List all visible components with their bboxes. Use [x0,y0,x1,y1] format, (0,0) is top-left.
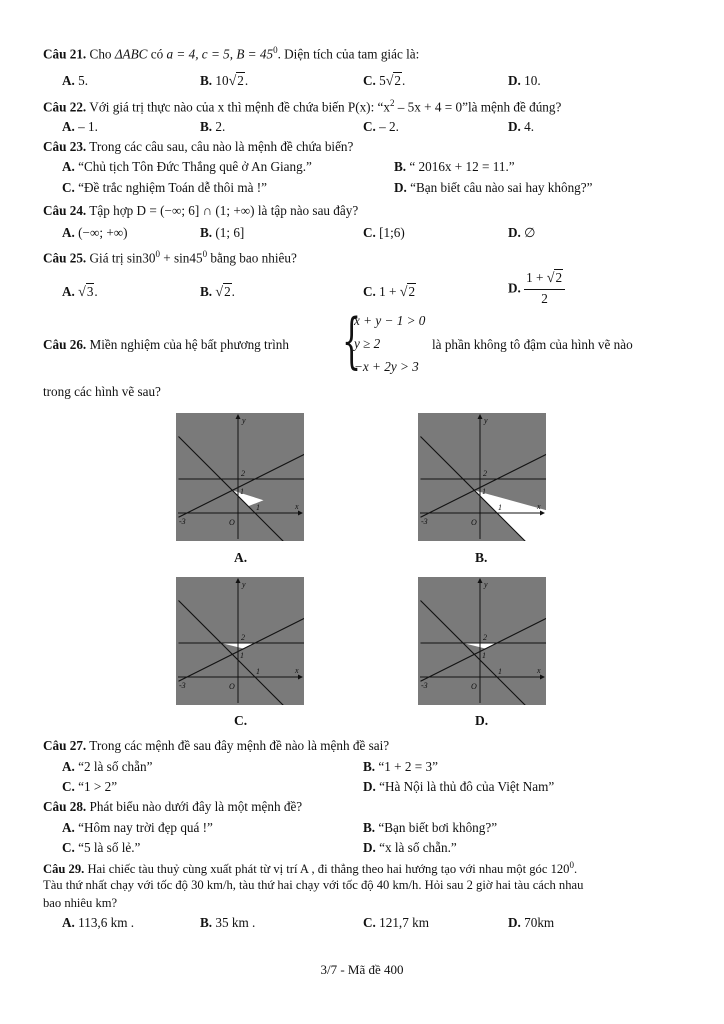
question-text: Tàu thứ nhất chạy với tốc độ 30 km/h, tàu thứ hai chạy với tốc độ 40 km/h. Hỏi sau 2 giờ hai tàu cách nhau [43,878,584,892]
options-28-row1 [62,820,702,838]
shaded-region [176,413,304,541]
question-number: Câu 21. [43,46,87,62]
option-c[interactable]: C. “Đề trắc nghiệm Toán dễ thôi mà !” [62,180,268,195]
option-b[interactable]: B. “Bạn biết bơi không?” [363,820,498,835]
inequality-system [342,306,432,377]
shaded-region [418,577,546,705]
axis-label-y: y [242,416,246,425]
superscript: 2 [389,98,395,108]
figure-d[interactable] [418,577,546,705]
tick-label-x-3: -3 [421,681,428,690]
question-27 [43,738,683,754]
question-29 [43,860,683,877]
tick-label-x1: 1 [256,667,260,676]
question-text: Giá trị sin30 [89,250,156,266]
question-26-cont [432,337,633,353]
option-a[interactable]: A. – 1. [62,119,98,134]
origin-label: O [229,518,235,527]
tick-label-y1: 1 [482,487,486,496]
axis-label-y: y [484,416,488,425]
figure-b-label: B. [475,550,488,565]
tick-label-y2: 2 [483,633,487,642]
options-23-row1 [62,159,702,177]
option-a[interactable]: A. (−∞; +∞) [62,225,128,240]
question-number: Câu 27. [43,738,87,753]
question-text: + sin45 [159,250,203,266]
question-text: Với giá trị thực nào của x thì mệnh đề chứa biến P(x): “x [89,99,390,115]
option-a[interactable]: A. “Chủ tịch Tôn Đức Thắng quê ở An Giang.” [62,159,312,174]
tick-label-y1: 1 [482,651,486,660]
question-number: Câu 22. [43,99,87,115]
figure-d-label: D. [475,713,489,728]
options-23-row2 [62,180,702,198]
option-c[interactable]: C. “5 là số lẻ.” [62,840,141,855]
question-text: Trong các mệnh đề sau đây mệnh đề nào là mệnh đề sai? [89,738,390,753]
option-c[interactable]: C. – 2. [363,119,399,134]
question-text: trong các hình vẽ sau? [43,384,161,399]
option-a[interactable]: A. √3. [62,284,98,300]
tick-label-y1: 1 [240,487,244,496]
option-b[interactable]: B. “ 2016x + 12 = 11.” [394,159,515,174]
question-23 [43,139,683,155]
option-b[interactable]: B. √2. [200,284,235,300]
options-21 [62,73,702,91]
option-a[interactable]: A. “Hôm nay trời đẹp quá !” [62,820,213,835]
tick-label-y1: 1 [240,651,244,660]
question-29-line3 [43,896,683,911]
option-d[interactable]: D. ∅ [508,225,536,240]
page-footer: 3/7 - Mã đề 400 [320,962,404,977]
question-number: Câu 28. [43,799,87,814]
question-text: bao nhiêu km? [43,896,118,910]
option-b[interactable]: B. (1; 6] [200,225,245,240]
inequality-2: y ≥ 2 [354,336,381,351]
superscript: 0 [202,249,208,259]
origin-label: O [229,682,235,691]
question-number: Câu 26. [43,337,87,352]
figure-a[interactable] [176,413,304,541]
axis-label-x: x [295,502,299,511]
option-d[interactable]: D. “Hà Nội là thủ đô của Việt Nam” [363,779,555,794]
option-b[interactable]: B. 10√2. [200,73,249,89]
options-28-row2 [62,840,702,858]
figure-c[interactable] [176,577,304,705]
option-d[interactable]: D. 10. [508,73,541,88]
math-expr: ΔABC [114,46,148,62]
option-a[interactable]: A. “2 là số chẵn” [62,759,153,774]
option-b[interactable]: B. 2. [200,119,226,134]
superscript: 0 [155,249,160,259]
question-26 [43,337,289,353]
question-text: – 5x + 4 = 0”là mệnh đề đúng? [394,99,562,115]
question-text: Miền nghiệm của hệ bất phương trình [89,337,289,352]
question-number: Câu 23. [43,139,87,154]
option-a[interactable]: A. 113,6 km . [62,915,135,930]
question-text: Trong các câu sau, câu nào là mệnh đề chứa biến? [89,139,354,154]
math-expr: a = 4, c = 5, B = 45 [166,46,274,62]
figure-b[interactable] [418,413,546,541]
tick-label-y2: 2 [241,469,245,478]
tick-label-x-3: -3 [179,681,186,690]
tick-label-x1: 1 [256,503,260,512]
option-a[interactable]: A. 5. [62,73,89,88]
option-b[interactable]: B. “1 + 2 = 3” [363,759,438,774]
inequality-3: −x + 2y > 3 [354,359,419,374]
question-25 [43,249,683,266]
tick-label-y2: 2 [483,469,487,478]
superscript: 0 [273,45,278,55]
question-28 [43,799,683,815]
option-c[interactable]: C. 5√2. [363,73,406,89]
figure-c-label: C. [234,713,248,728]
question-text: Phát biểu nào dưới đây là một mệnh đề? [89,799,303,814]
tick-label-x-3: -3 [179,517,186,526]
option-c[interactable]: C. “1 > 2” [62,779,118,794]
tick-label-x-3: -3 [421,517,428,526]
question-22 [43,98,683,115]
question-26-line2 [43,384,683,400]
option-c[interactable]: C. 121,7 km [363,915,429,930]
option-d[interactable]: D. 4. [508,119,535,134]
inequality-1: x + y − 1 > 0 [354,313,426,328]
option-c[interactable]: C. 1 + √2 [363,284,416,300]
tick-label-y2: 2 [241,633,245,642]
option-c[interactable]: C. [1;6) [363,225,405,240]
shaded-region [176,577,304,705]
question-text: Hai chiếc tàu thuỷ cùng xuất phát từ vị trí A , đi thẳng theo hai hướng tạo với nhau một góc 120 [87,862,570,877]
question-number: Câu 29. [43,862,85,877]
question-text: . Diện tích của tam giác là: [277,46,420,62]
question-text: bằng bao nhiêu? [207,250,297,266]
axis-label-y: y [242,580,246,589]
option-d[interactable]: D. “x là số chẵn.” [363,840,457,855]
option-b[interactable]: B. 35 km . [200,915,256,930]
options-27-row2 [62,779,702,797]
question-text: . [573,862,578,877]
question-21 [43,45,683,62]
options-29 [62,915,702,933]
figure-a-label: A. [234,550,248,565]
question-text: Cho [89,46,112,62]
question-number: Câu 25. [43,250,87,266]
question-24 [43,203,683,219]
origin-label: O [471,518,477,527]
options-27-row1 [62,759,702,777]
axis-label-x: x [295,666,299,675]
option-d[interactable]: D. $\frac{1 + √2}{2}$ [508,270,565,307]
option-d[interactable]: D. 70km [508,915,555,930]
axis-label-x: x [537,666,541,675]
superscript: 0 [569,860,574,870]
axis-label-x: x [537,502,541,511]
axis-label-y: y [484,580,488,589]
brace-icon: { [342,306,362,376]
tick-label-x1: 1 [498,503,502,512]
question-29-line2 [43,878,683,893]
question-text: có [150,46,164,62]
options-24 [62,225,702,243]
question-text: là phần không tô đậm của hình vẽ nào [432,337,633,352]
question-number: Câu 24. [43,203,87,218]
tick-label-x1: 1 [498,667,502,676]
option-d[interactable]: D. “Bạn biết câu nào sai hay không?” [394,180,593,195]
origin-label: O [471,682,477,691]
question-text: Tập hợp D = (−∞; 6] ∩ (1; +∞) là tập nào sau đây? [89,203,359,218]
options-22 [62,119,702,137]
